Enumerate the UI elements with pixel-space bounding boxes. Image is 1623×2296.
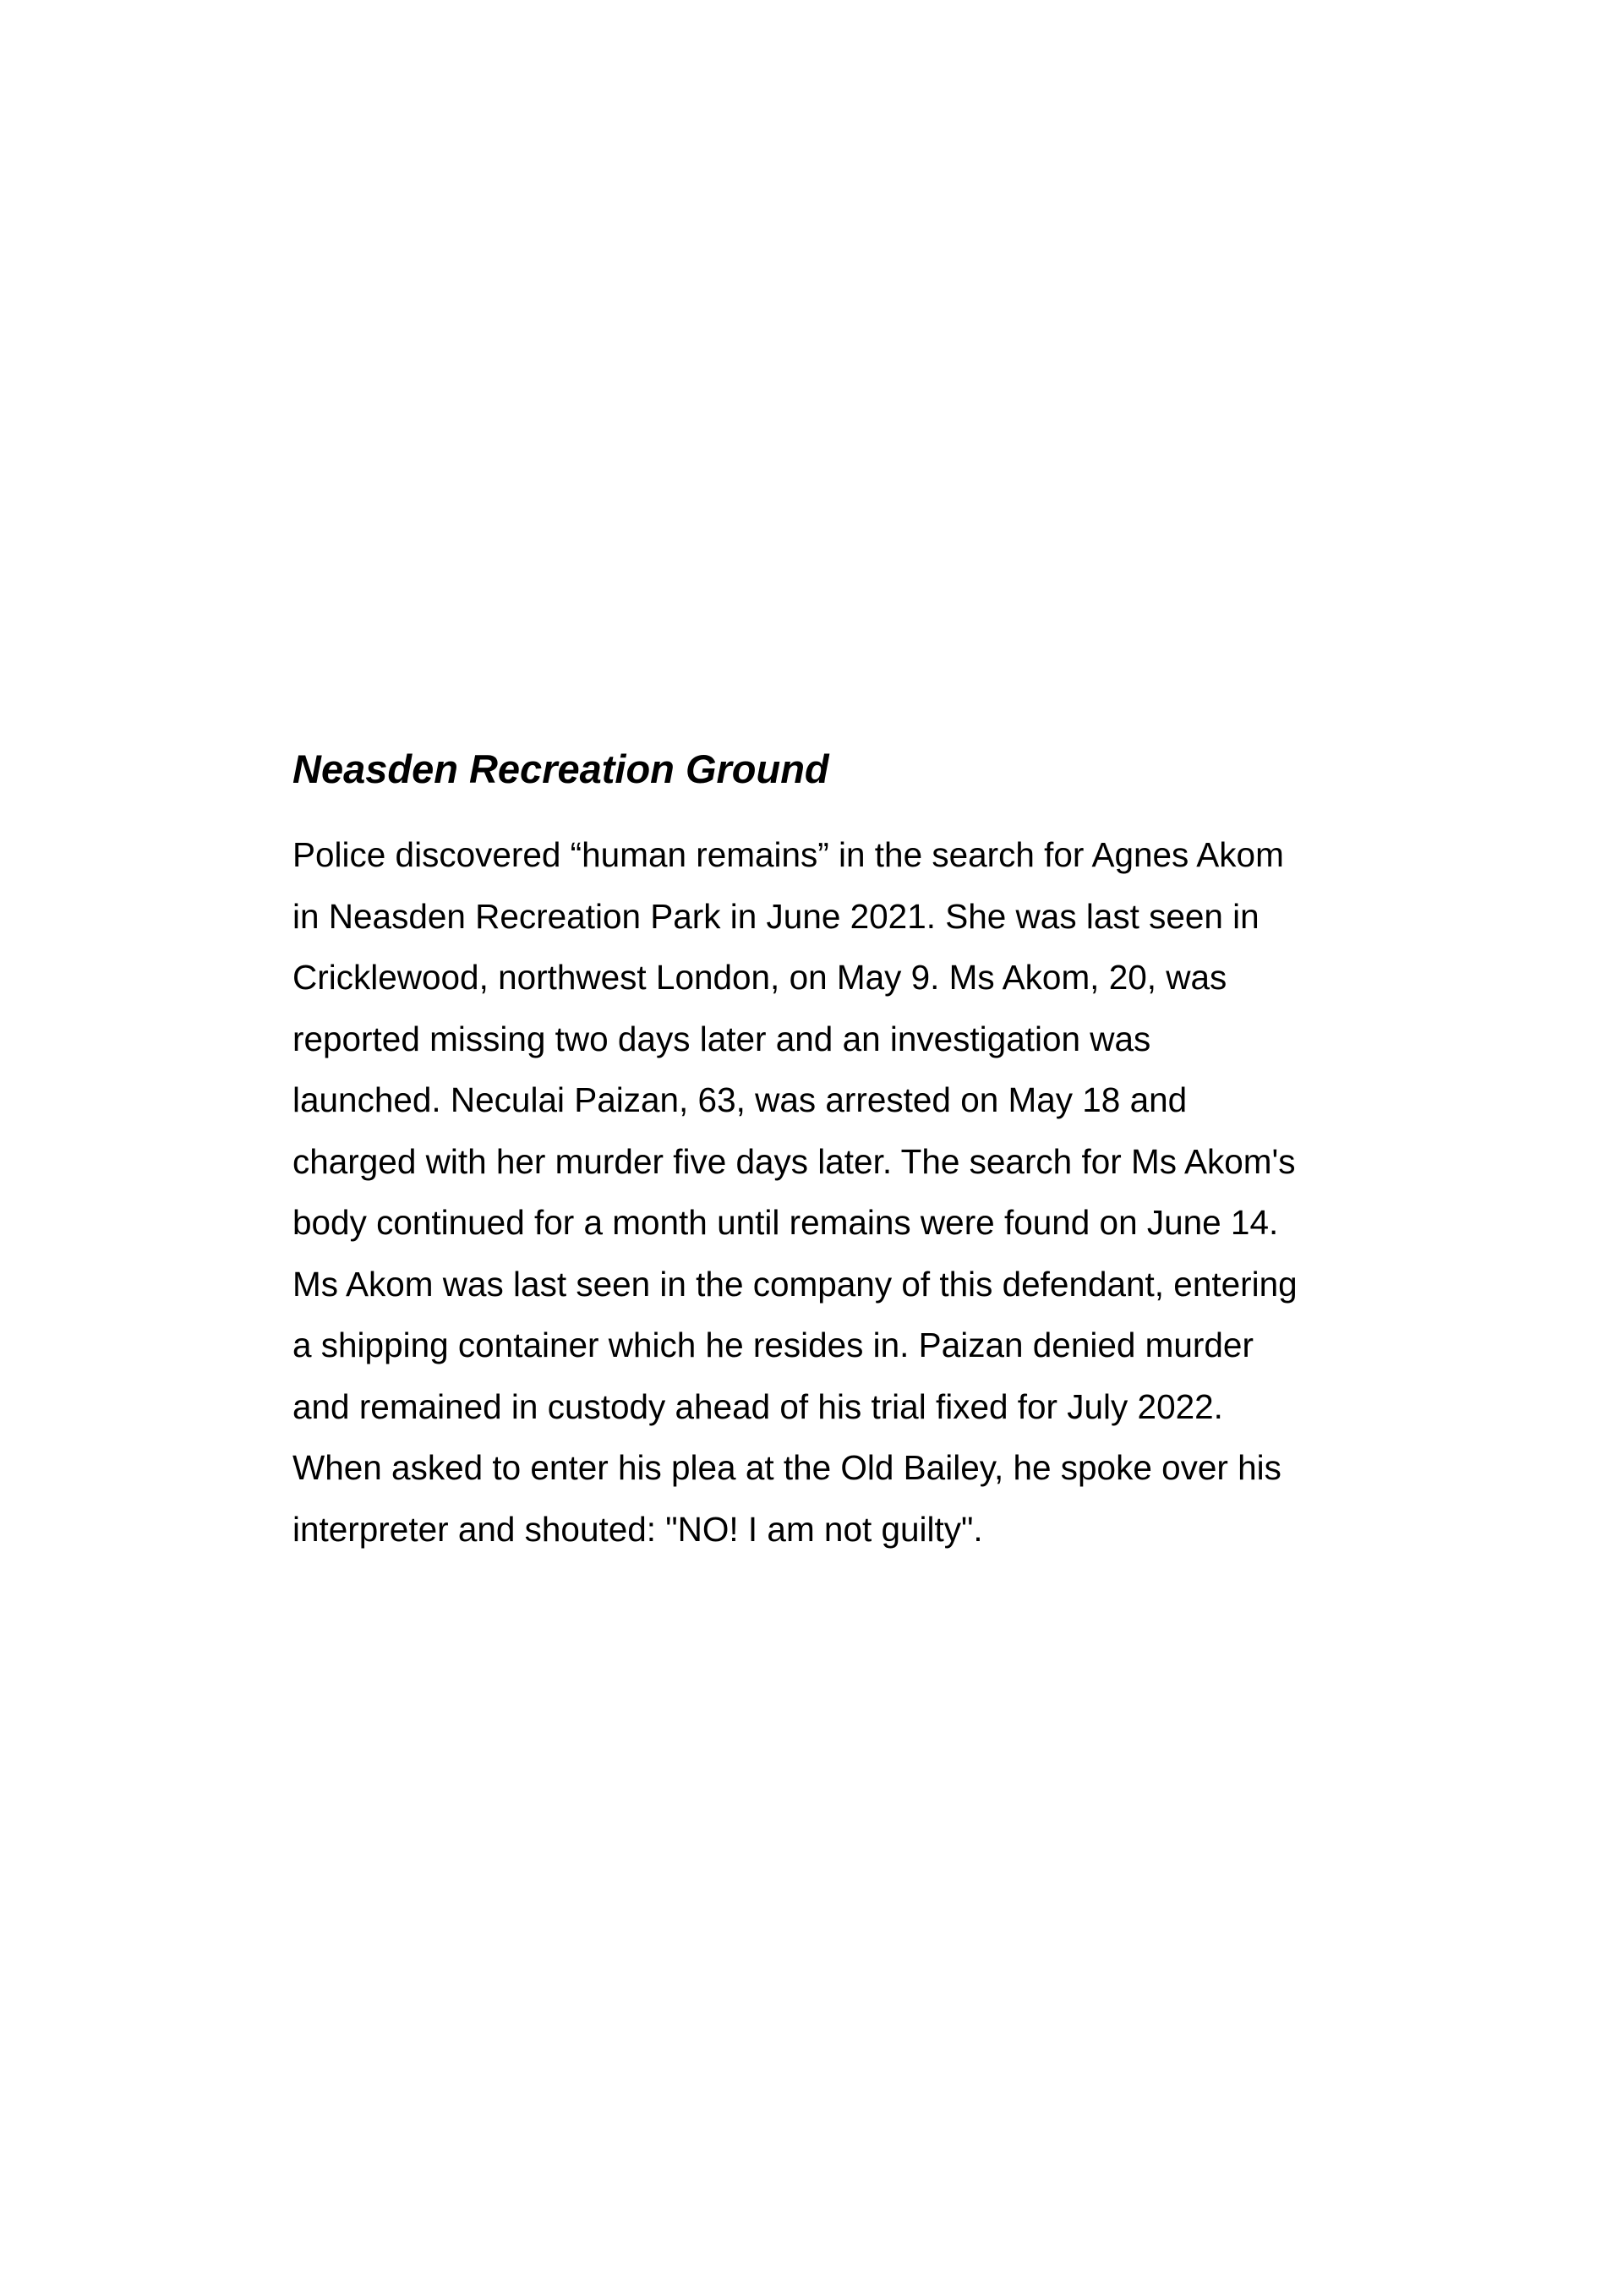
paragraph-line: in Neasden Recreation Park in June 2021. She was last seen in [292, 896, 1260, 936]
section-heading: Neasden Recreation Ground [292, 746, 829, 791]
paragraph-line: reported missing two days later and an investigation was [292, 1019, 1151, 1058]
paragraph-line: Cricklewood, northwest London, on May 9. Ms Akom, 20, was [292, 958, 1227, 997]
paragraph-line: launched. Neculai Paizan, 63, was arrested on May 18 and [292, 1080, 1188, 1119]
paragraph-line: Police discovered “human remains” in the search for Agnes Akom [292, 835, 1284, 874]
paragraph-line: and remained in custody ahead of his trial fixed for July 2022. [292, 1386, 1223, 1426]
paragraph-line: body continued for a month until remains were found on June 14. [292, 1203, 1279, 1242]
body-paragraph [292, 824, 1358, 1560]
paragraph-line: a shipping container which he resides in. Paizan denied murder [292, 1326, 1254, 1364]
paragraph-line: Ms Akom was last seen in the company of this defendant, entering [292, 1264, 1298, 1304]
paragraph-line: interpreter and shouted: "NO! I am not guilty". [292, 1509, 983, 1549]
article [292, 735, 1358, 1560]
paragraph-line: When asked to enter his plea at the Old Bailey, he spoke over his [292, 1448, 1281, 1487]
paragraph-line: charged with her murder five days later. The search for Ms Akom's [292, 1141, 1296, 1181]
